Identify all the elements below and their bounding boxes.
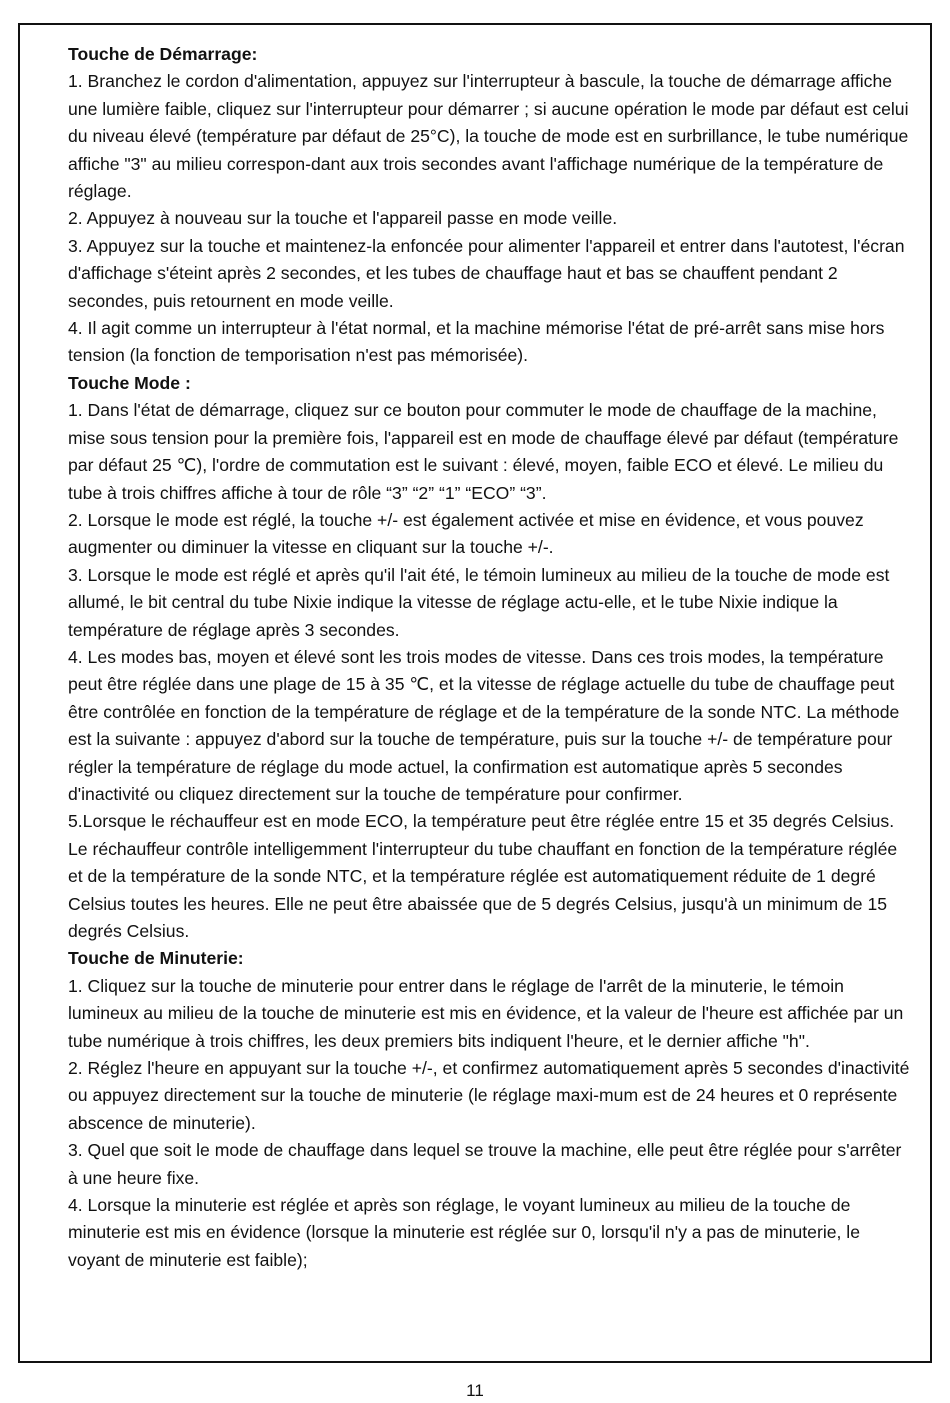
mode-item-1: 1. Dans l'état de démarrage, cliquez sur ce bouton pour commuter le mode de chauffage de la machine, mise sous tension pour la première fois, l'appareil est en mode de chauffage élevé par défaut (température par défaut 25 ℃), l'ordre de commutation est le suivant : élevé, moyen, faible ECO et élevé. Le milieu du tube à trois chiffres affiche à tour de rôle “3” “2” “1” “ECO” “3”. xyxy=(68,400,899,503)
demarrage-item-3: 3. Appuyez sur la touche et maintenez-la enfoncée pour alimenter l'appareil et entrer dans l'autotest, l'écran d'affichage s'éteint après 2 secondes, et les tubes de chauffage haut et bas se chauffent pendant 2 secondes, puis retournent en mode veille. xyxy=(68,235,905,311)
section-title-minuterie: Touche de Minuterie: xyxy=(68,948,244,969)
demarrage-item-1: 1. Branchez le cordon d'alimentation, appuyez sur l'interrupteur à bascule, la touche de démarrage affiche une lumière faible, cliquez sur l'interrupteur pour démarrer ; si aucune opération le mode par défaut est celui du niveau élevé (température par défaut de 25°C), la touche de mode est en surbrillance, le tube numérique affiche "3" au milieu correspon-dant aux trois secondes avant l'affichage numérique de la température de réglage. xyxy=(68,71,909,202)
mode-item-3: 3. Lorsque le mode est réglé et après qu'il l'ait été, le témoin lumineux au milieu de la touche de mode est allumé, le bit central du tube Nixie indique la vitesse de réglage actu-elle, et le tube Nixie indique la température de réglage après 3 secondes. xyxy=(68,564,890,640)
manual-content xyxy=(68,41,916,1274)
mode-item-2: 2. Lorsque le mode est réglé, la touche +/- est également activée et mise en évidence, et vous pouvez augmenter ou diminuer la vitesse en cliquant sur la touche +/-. xyxy=(68,509,864,558)
demarrage-item-2: 2. Appuyez à nouveau sur la touche et l'appareil passe en mode veille. xyxy=(68,208,618,229)
minuterie-item-2: 2. Réglez l'heure en appuyant sur la touche +/-, et confirmez automatiquement après 5 secondes d'inactivité ou appuyez directement sur la touche de minuterie (le réglage maxi-mum est de 24 heures et 0 représente abscence de minuterie). xyxy=(68,1058,910,1133)
section-title-demarrage: Touche de Démarrage: xyxy=(68,44,258,64)
section-title-mode: Touche Mode : xyxy=(68,372,191,393)
page-border xyxy=(18,23,932,1363)
minuterie-item-3: 3. Quel que soit le mode de chauffage dans lequel se trouve la machine, elle peut être réglée pour s'arrêter à une heure fixe. xyxy=(68,1140,902,1188)
mode-item-5: 5.Lorsque le réchauffeur est en mode ECO, la température peut être réglée entre 15 et 35 degrés Celsius. Le réchauffeur contrôle intelligemment l'interrupteur du tube chauffant en fonction de la température réglée et de la température de la sonde NTC, et la température réglée est automatiquement réduite de 1 degré Celsius toutes les heures. Elle ne peut être abaissée que de 5 degrés Celsius, jusqu'à un minimum de 15 degrés Celsius. xyxy=(68,811,898,941)
minuterie-item-1: 1. Cliquez sur la touche de minuterie pour entrer dans le réglage de l'arrêt de la minuterie, le témoin lumineux au milieu de la touche de minuterie est mis en évidence, et la valeur de l'heure est affichée par un tube numérique à trois chiffres, les deux premiers bits indiquent l'heure, et le dernier affiche "h". xyxy=(68,975,904,1051)
minuterie-item-4: 4. Lorsque la minuterie est réglée et après son réglage, le voyant lumineux au milieu de la touche de minuterie est mis en évidence (lorsque la minuterie est réglée sur 0, lorsqu'il n'y a pas de minuterie, le voyant de minuterie est faible); xyxy=(68,1195,860,1270)
demarrage-item-4: 4. Il agit comme un interrupteur à l'état normal, et la machine mémorise l'état de pré-arrêt sans mise hors tension (la fonction de temporisation n'est pas mémorisée). xyxy=(68,318,885,366)
page-number: 11 xyxy=(466,1381,484,1400)
mode-item-4: 4. Les modes bas, moyen et élevé sont les trois modes de vitesse. Dans ces trois modes, la température peut être réglée dans une plage de 15 à 35 ℃, et la vitesse de réglage actuelle du tube de chauffage peut être contrôlée en fonction de la température de réglage et de la température de la sonde NTC. La méthode est la suivante : appuyez d'abord sur la touche de température, puis sur la touche +/- de température pour régler la température de réglage du mode actuel, la confirmation est automatique après 5 secondes d'inactivité ou cliquez directement sur la touche de température pour confirmer. xyxy=(68,646,900,804)
